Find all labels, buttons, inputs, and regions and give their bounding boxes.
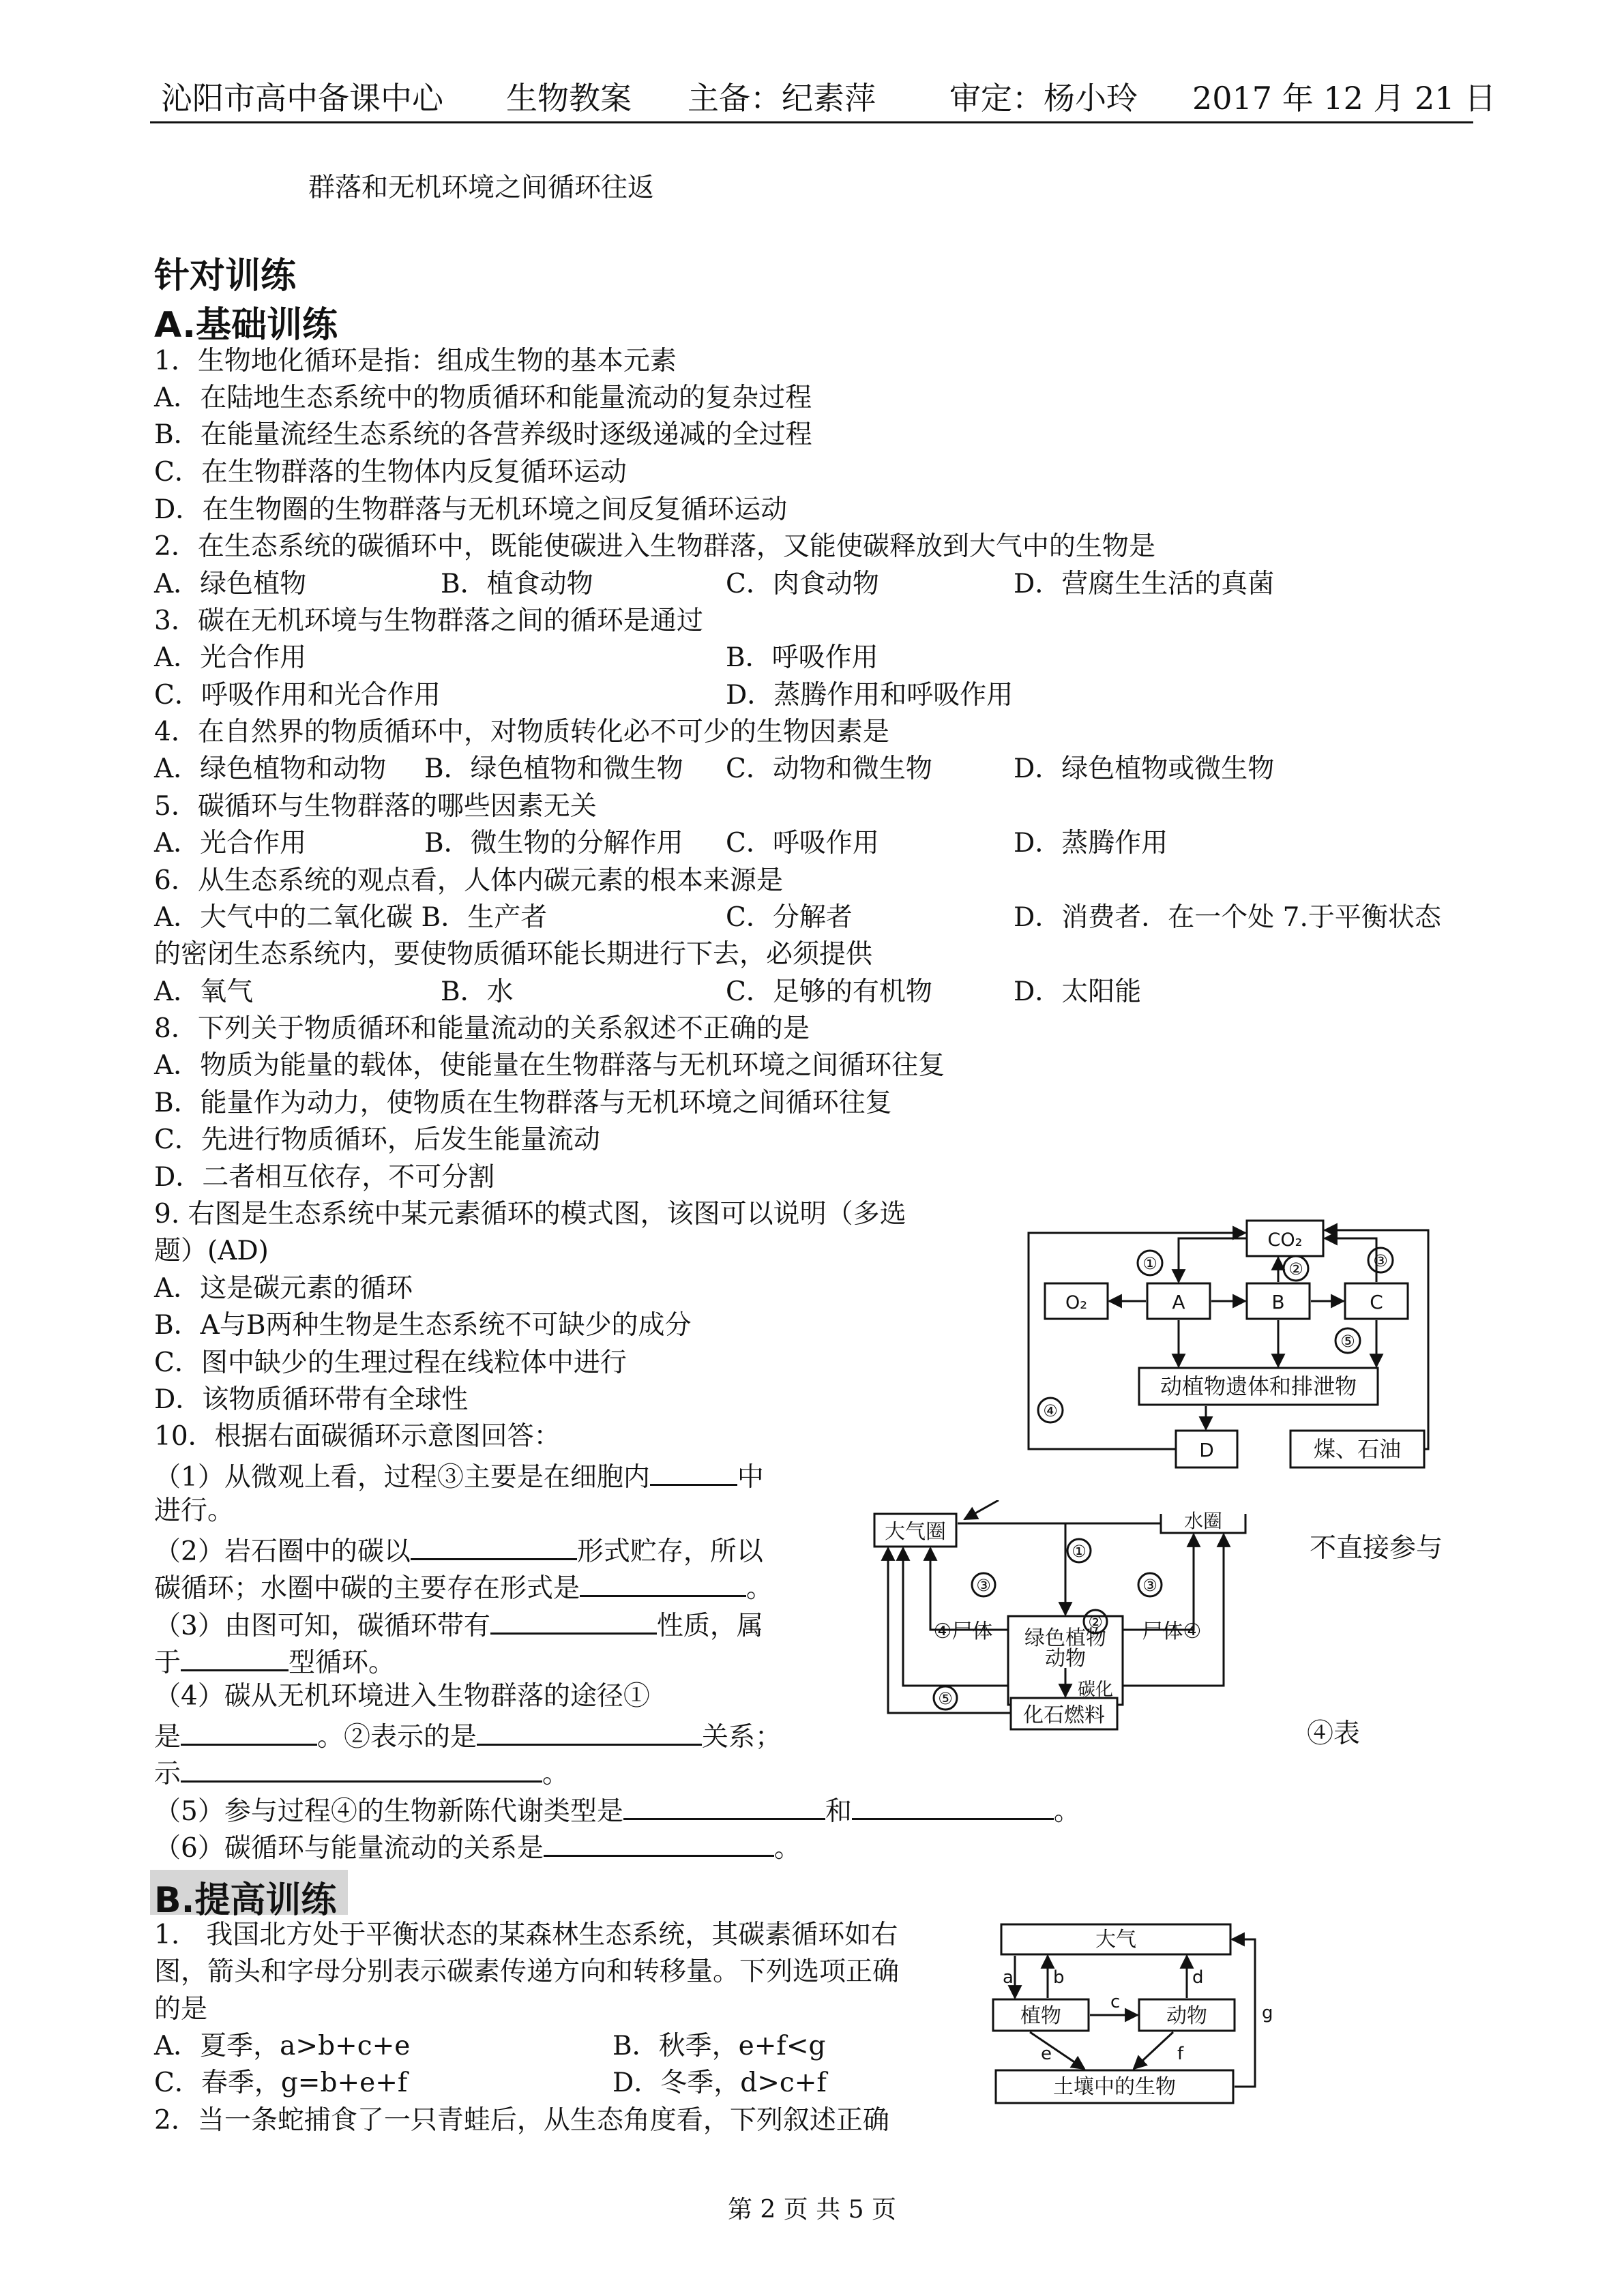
q5-option-c: C．呼吸作用	[726, 828, 879, 859]
d-label: D	[1199, 1439, 1214, 1461]
q5-stem: 5．碳循环与生物群落的哪些因素无关	[154, 791, 597, 822]
q7-option-c: C．足够的有机物	[726, 976, 932, 1007]
remains-label: 动植物遗体和排泄物	[1160, 1373, 1357, 1399]
step-2-label: ②	[1288, 1259, 1303, 1279]
q3-option-b: B．呼吸作用	[726, 642, 879, 673]
q1-option-a: A．在陆地生态系统中的物质循环和能量流动的复杂过程	[154, 383, 812, 413]
q9-stem-1: 9. 右图是生态系统中某元素循环的模式图，该图可以说明（多选	[154, 1199, 906, 1229]
b-q1-option-d: D．冬季，d>c+f	[612, 2068, 827, 2098]
q2-option-c: C．肉食动物	[726, 569, 879, 599]
section-b-title: B.提高训练	[154, 1880, 337, 1921]
q4-option-b: B．绿色植物和微生物	[424, 754, 683, 784]
q10-part2-right: 不直接参与	[1310, 1533, 1443, 1564]
q3-option-c: C．呼吸作用和光合作用	[154, 680, 441, 711]
blank	[490, 1609, 657, 1635]
q10-part1: （1）从微观上看，过程③主要是在细胞内 中	[154, 1462, 764, 1493]
q4-option-a: A．绿色植物和动物	[154, 754, 387, 784]
q10-part2: （2）岩石圈中的碳以 形式贮存，所以	[154, 1536, 763, 1567]
q4-stem: 4．在自然界的物质循环中，对物质转化必不可少的生物因素是	[154, 717, 889, 747]
q10-part1-cont: 进行。	[154, 1495, 235, 1526]
flow-d-label: d	[1192, 1967, 1204, 1988]
q6-stem: 6．从生态系统的观点看，人体内碳元素的根本来源是	[154, 865, 783, 896]
c-label: C	[1370, 1291, 1383, 1313]
header-date: 2017 年 12 月 21 日	[1192, 80, 1496, 117]
step-2-label: ②	[1088, 1613, 1103, 1632]
header-author: 主备：纪素萍	[688, 80, 876, 117]
q6-option-ab: A．大气中的二氧化碳 B．生产者	[154, 902, 548, 933]
q8-option-c: C．先进行物质循环，后发生能量流动	[154, 1124, 600, 1155]
q8-option-a: A．物质为能量的载体，使能量在生物群落与无机环境之间循环往复	[154, 1050, 945, 1081]
animal-label: 动物	[1166, 2004, 1207, 2028]
q10-part4-right: ④表	[1307, 1718, 1361, 1749]
corpse-left-label: ④尸体	[933, 1620, 993, 1643]
step-1-label: ①	[1072, 1542, 1087, 1561]
plant-label: 绿色植物	[1024, 1626, 1106, 1650]
q10-part2-cont: 碳循环；水圈中碳的主要存在形式是 。	[154, 1573, 773, 1604]
intro-line: 群落和无机环境之间循环往返	[308, 173, 655, 203]
step-5-label: ⑤	[938, 1689, 953, 1708]
q7-option-d: D．太阳能	[1014, 976, 1142, 1007]
fossil-label: 化石燃料	[1023, 1703, 1105, 1727]
coal-label: 煤、石油	[1313, 1436, 1402, 1462]
animal-label: 动物	[1045, 1647, 1086, 1671]
b-q1-line-3: 的是	[154, 1994, 208, 2025]
b-q1-option-c: C．春季，g=b+e+f	[154, 2068, 408, 2098]
q9-option-d: D．该物质循环带有全球性	[154, 1384, 469, 1415]
blank	[411, 1535, 577, 1560]
q7-option-a: A．氧气	[154, 976, 254, 1007]
soil-label: 土壤中的生物	[1053, 2075, 1176, 2099]
b-q1-option-a: A．夏季，a>b+c+e	[154, 2031, 411, 2061]
atmosphere-label: 大气圈	[885, 1520, 946, 1544]
q10-part4: （4）碳从无机环境进入生物群落的途径①	[154, 1681, 650, 1712]
header-subject: 生物教案	[506, 80, 632, 117]
q1-option-c: C．在生物群落的生物体内反复循环运动	[154, 457, 627, 488]
q9-option-a: A．这是碳元素的循环	[154, 1273, 413, 1304]
blank	[181, 1646, 289, 1671]
figure-carbon-cycle	[866, 1500, 1262, 1732]
flow-c-label: c	[1110, 1992, 1121, 2012]
q4-option-d: D．绿色植物或微生物	[1014, 754, 1275, 784]
b-label: B	[1271, 1291, 1285, 1313]
q6-option-d: D．消费者．在一个处 7.于平衡状态	[1014, 902, 1441, 933]
blank	[852, 1795, 1054, 1820]
blank	[544, 1832, 774, 1857]
step-5-label: ⑤	[1340, 1332, 1355, 1351]
q7-option-b: B．水	[441, 976, 514, 1007]
flow-a-label: a	[1003, 1967, 1014, 1988]
q9-option-b: B．A与B两种生物是生态系统不可缺少的成分	[154, 1310, 692, 1341]
flow-b-label: b	[1053, 1967, 1065, 1988]
q9-option-c: C．图中缺少的生理过程在线粒体中进行	[154, 1347, 627, 1378]
q8-stem: 8．下列关于物质循环和能量流动的关系叙述不正确的是	[154, 1013, 810, 1044]
q2-option-b: B．植食动物	[441, 569, 593, 599]
q7-stem: 的密闭生态系统内，要使物质循环能长期进行下去，必须提供	[154, 939, 873, 970]
co2-label: CO₂	[1267, 1229, 1303, 1251]
carbonize-label: 碳化	[1077, 1680, 1114, 1700]
header-rule	[150, 121, 1473, 123]
water-label: 水圈	[1183, 1510, 1223, 1532]
step-4-label: ④	[1043, 1401, 1058, 1420]
header-center: 沁阳市高中备课中心	[161, 80, 443, 117]
figure-forest-carbon	[982, 1909, 1282, 2114]
step-3-label: ③	[1373, 1251, 1388, 1270]
q10-part5: （5）参与过程④的生物新陈代谢类型是 和 。	[154, 1796, 1080, 1827]
b-q2-stem: 2．当一条蛇捕食了一只青蛙后，从生态角度看，下列叙述正确	[154, 2105, 889, 2136]
q1-option-b: B．在能量流经生态系统的各营养级时逐级递减的全过程	[154, 419, 812, 450]
q2-stem: 2．在生态系统的碳循环中，既能使碳进入生物群落，又能使碳释放到大气中的生物是	[154, 531, 1155, 562]
q5-option-d: D．蒸腾作用	[1014, 828, 1168, 859]
q1-option-d: D．在生物圈的生物群落与无机环境之间反复循环运动	[154, 494, 788, 525]
q2-option-d: D．营腐生生活的真菌	[1014, 569, 1275, 599]
b-q1-option-b: B．秋季，e+f<g	[612, 2031, 826, 2061]
step-3-left-label: ③	[976, 1576, 991, 1595]
blank	[181, 1757, 542, 1783]
blank	[580, 1572, 746, 1597]
q5-option-a: A．光合作用	[154, 828, 307, 859]
q2-option-a: A．绿色植物	[154, 569, 307, 599]
b-q1-line-2: 图，箭头和字母分别表示碳素传递方向和转移量。下列选项正确	[154, 1956, 900, 1987]
header-reviewer: 审定：杨小玲	[949, 80, 1138, 117]
plant-label: 植物	[1020, 2004, 1061, 2028]
atmosphere-label: 大气	[1095, 1928, 1136, 1952]
q10-part6: （6）碳循环与能量流动的关系是 。	[154, 1833, 801, 1864]
q10-part3: （3）由图可知，碳循环带有 性质，属	[154, 1611, 763, 1641]
q10-stem: 10．根据右面碳循环示意图回答：	[154, 1421, 561, 1452]
corpse-right-label: 尸体④	[1142, 1620, 1202, 1643]
q3-stem: 3．碳在无机环境与生物群落之间的循环是通过	[154, 606, 703, 636]
flow-f-label: f	[1177, 2044, 1184, 2064]
blank	[650, 1461, 737, 1486]
step-1-label: ①	[1142, 1254, 1157, 1273]
blank	[623, 1795, 825, 1820]
q8-option-d: D．二者相互依存，不可分割	[154, 1162, 495, 1193]
q8-option-b: B．能量作为动力，使物质在生物群落与无机环境之间循环往复	[154, 1088, 892, 1118]
step-3-right-label: ③	[1142, 1576, 1157, 1595]
flow-g-label: g	[1262, 2003, 1273, 2023]
q10-part3-cont: 于 型循环。	[154, 1648, 396, 1678]
q9-stem-2: 题）(AD)	[154, 1236, 269, 1266]
section-title: 针对训练	[154, 256, 297, 297]
q10-part4-cont2: 示 。	[154, 1759, 570, 1789]
o2-label: O₂	[1065, 1292, 1088, 1313]
b-q1-line-1: 1. 我国北方处于平衡状态的某森林生态系统，其碳素循环如右	[154, 1920, 898, 1950]
q4-option-c: C．动物和微生物	[726, 754, 932, 784]
q3-option-d: D．蒸腾作用和呼吸作用	[726, 680, 1014, 711]
q6-option-c: C．分解者	[726, 902, 853, 933]
page-footer: 第 2 页 共 5 页	[727, 2196, 897, 2224]
q1-stem: 1．生物地化循环是指：组成生物的基本元素	[154, 346, 677, 376]
q3-option-a: A．光合作用	[154, 642, 307, 673]
a-label: A	[1172, 1291, 1185, 1313]
section-a-title: A.基础训练	[154, 305, 338, 346]
flow-e-label: e	[1041, 2044, 1052, 2064]
q10-part4-cont: 是 。②表示的是 关系；	[154, 1722, 782, 1753]
blank	[181, 1720, 317, 1746]
q5-option-b: B．微生物的分解作用	[424, 828, 683, 859]
figure-element-cycle	[1023, 1214, 1446, 1487]
blank	[477, 1720, 702, 1746]
